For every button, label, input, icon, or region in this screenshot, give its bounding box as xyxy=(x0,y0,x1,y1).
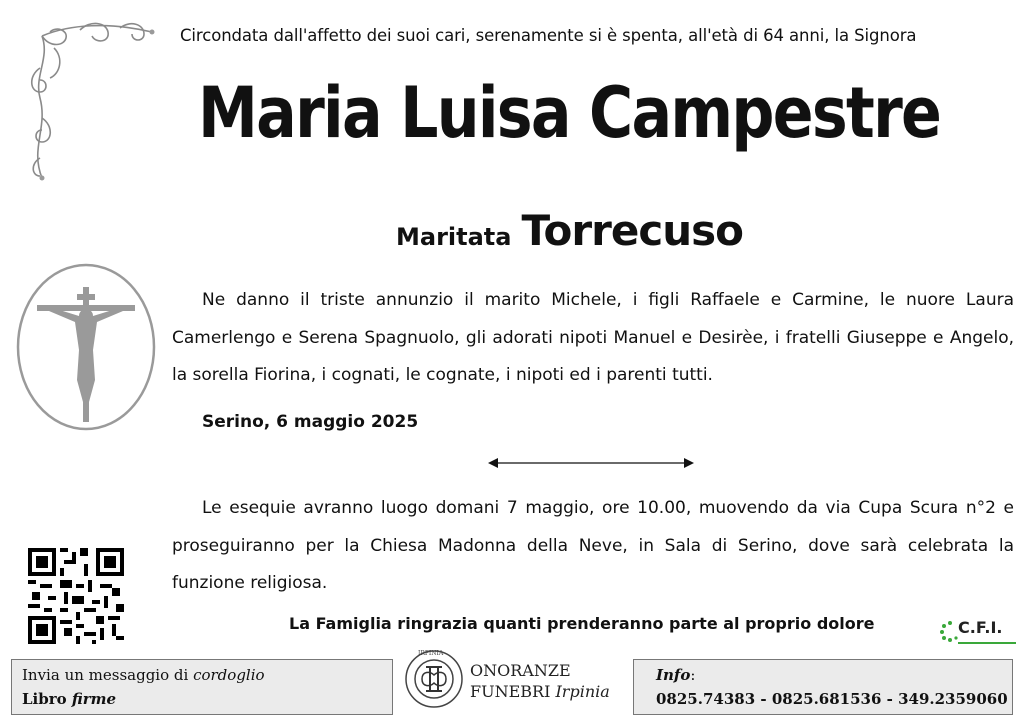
info-box xyxy=(633,659,1013,715)
guestbook-link[interactable]: Libro firme xyxy=(22,690,117,708)
cfi-label: C.F.I. xyxy=(958,618,1003,637)
onoranze-seal-icon xyxy=(404,649,464,709)
intro-text: Circondata dall'affetto dei suoi cari, serenamente si è spenta, all'età di 64 anni, la Signora xyxy=(180,26,917,45)
married-surname: Torrecuso xyxy=(521,206,743,255)
announcement-paragraph: Ne danno il triste annunzio il marito Michele, i figli Raffaele e Carmine, le nuore Laura Camerlengo e Serena Spagnuolo, gli adorati nipoti Manuel e Desirèe, i fratelli Giuseppe e Angelo, la sorella Fiorina, i cognati, le cognate, i nipoti ed i parenti tutti. xyxy=(172,290,1014,385)
send-message-link[interactable]: Invia un messaggio di cordoglio xyxy=(22,666,265,684)
thanks-text: La Famiglia ringrazia quanti prenderanno parte al proprio dolore xyxy=(289,614,875,633)
deceased-name: Maria Luisa Campestre xyxy=(198,72,941,154)
qr-code-icon[interactable] xyxy=(28,548,124,644)
corner-ornament-icon xyxy=(20,18,160,186)
info-label: Info: xyxy=(656,666,696,684)
double-arrow-divider-icon xyxy=(486,456,696,470)
condolence-box[interactable] xyxy=(11,659,393,715)
seal-top-text: IRPINIA xyxy=(418,650,444,657)
funeral-paragraph: Le esequie avranno luogo domani 7 maggio, ore 10.00, muovendo da via Cupa Scura n°2 e proseguiranno per la Chiesa Madonna della Neve, in Sala di Serino, dove sarà celebrata la funzione religiosa. xyxy=(172,498,1014,593)
cfi-logo xyxy=(940,618,1020,652)
married-name-line xyxy=(396,206,743,255)
funeral-home-name: ONORANZE FUNEBRI Irpinia xyxy=(470,661,610,701)
place-date: Serino, 6 maggio 2025 xyxy=(202,412,419,432)
crucifix-icon xyxy=(15,262,157,432)
maritata-label: Maritata xyxy=(396,223,512,251)
cfi-logo-icon xyxy=(940,620,960,642)
phone-numbers[interactable]: 0825.74383 - 0825.681536 - 349.2359060 xyxy=(656,690,1008,708)
